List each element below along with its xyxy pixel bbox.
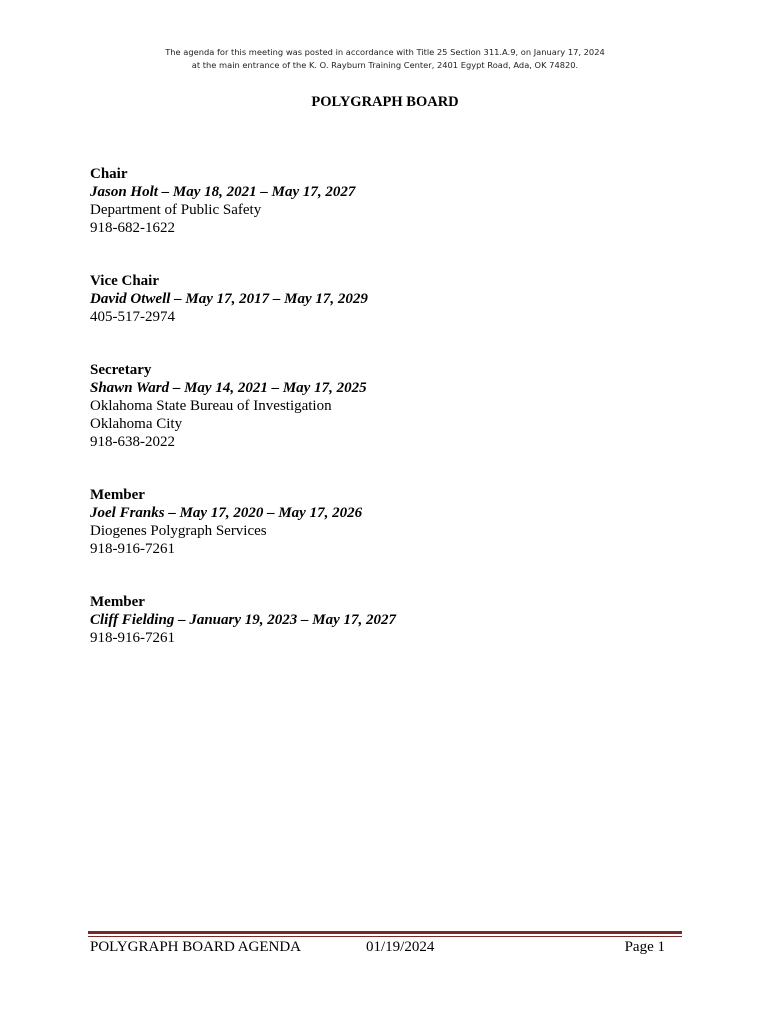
member-name-term: Shawn Ward – May 14, 2021 – May 17, 2025: [90, 380, 367, 396]
member-role: Chair: [90, 166, 128, 182]
member-entry-member-2: [90, 593, 396, 647]
posting-notice: [0, 46, 770, 72]
member-phone: 918-638-2022: [90, 434, 175, 450]
member-entry-vice-chair: [90, 272, 368, 326]
posting-notice-line-2: at the main entrance of the K. O. Rayburn Training Center, 2401 Egypt Road, Ada, OK 74820.: [191, 60, 579, 70]
member-name-term: Jason Holt – May 18, 2021 – May 17, 2027: [90, 184, 356, 200]
member-organization: Diogenes Polygraph Services: [90, 523, 267, 539]
member-city: Oklahoma City: [90, 416, 183, 432]
page-title: POLYGRAPH BOARD: [311, 94, 459, 110]
member-role: Secretary: [90, 362, 152, 378]
member-phone: 918-682-1622: [90, 220, 175, 236]
member-name-term: David Otwell – May 17, 2017 – May 17, 2029: [90, 291, 368, 307]
footer-page-number: Page 1: [624, 939, 665, 955]
footer-date: 01/19/2024: [366, 939, 435, 955]
member-organization: Department of Public Safety: [90, 202, 262, 218]
member-role: Vice Chair: [90, 273, 160, 289]
member-phone: 918-916-7261: [90, 541, 175, 557]
member-phone: 918-916-7261: [90, 630, 175, 646]
member-phone: 405-517-2974: [90, 309, 175, 325]
member-organization: Oklahoma State Bureau of Investigation: [90, 398, 332, 414]
footer-document-title: POLYGRAPH BOARD AGENDA: [90, 939, 302, 955]
member-role: Member: [90, 594, 145, 610]
member-entry-member-1: [90, 486, 362, 558]
member-name-term: Cliff Fielding – January 19, 2023 – May 17, 2027: [90, 612, 396, 628]
footer-rule-thin: [88, 936, 682, 937]
member-entry-secretary: [90, 361, 367, 451]
member-name-term: Joel Franks – May 17, 2020 – May 17, 2026: [90, 505, 363, 521]
member-role: Member: [90, 487, 145, 503]
member-entry-chair: [90, 165, 355, 237]
footer-rule: [88, 931, 682, 934]
posting-notice-line-1: The agenda for this meeting was posted in accordance with Title 25 Section 311.A.9, on January 17, 2024: [165, 47, 605, 57]
